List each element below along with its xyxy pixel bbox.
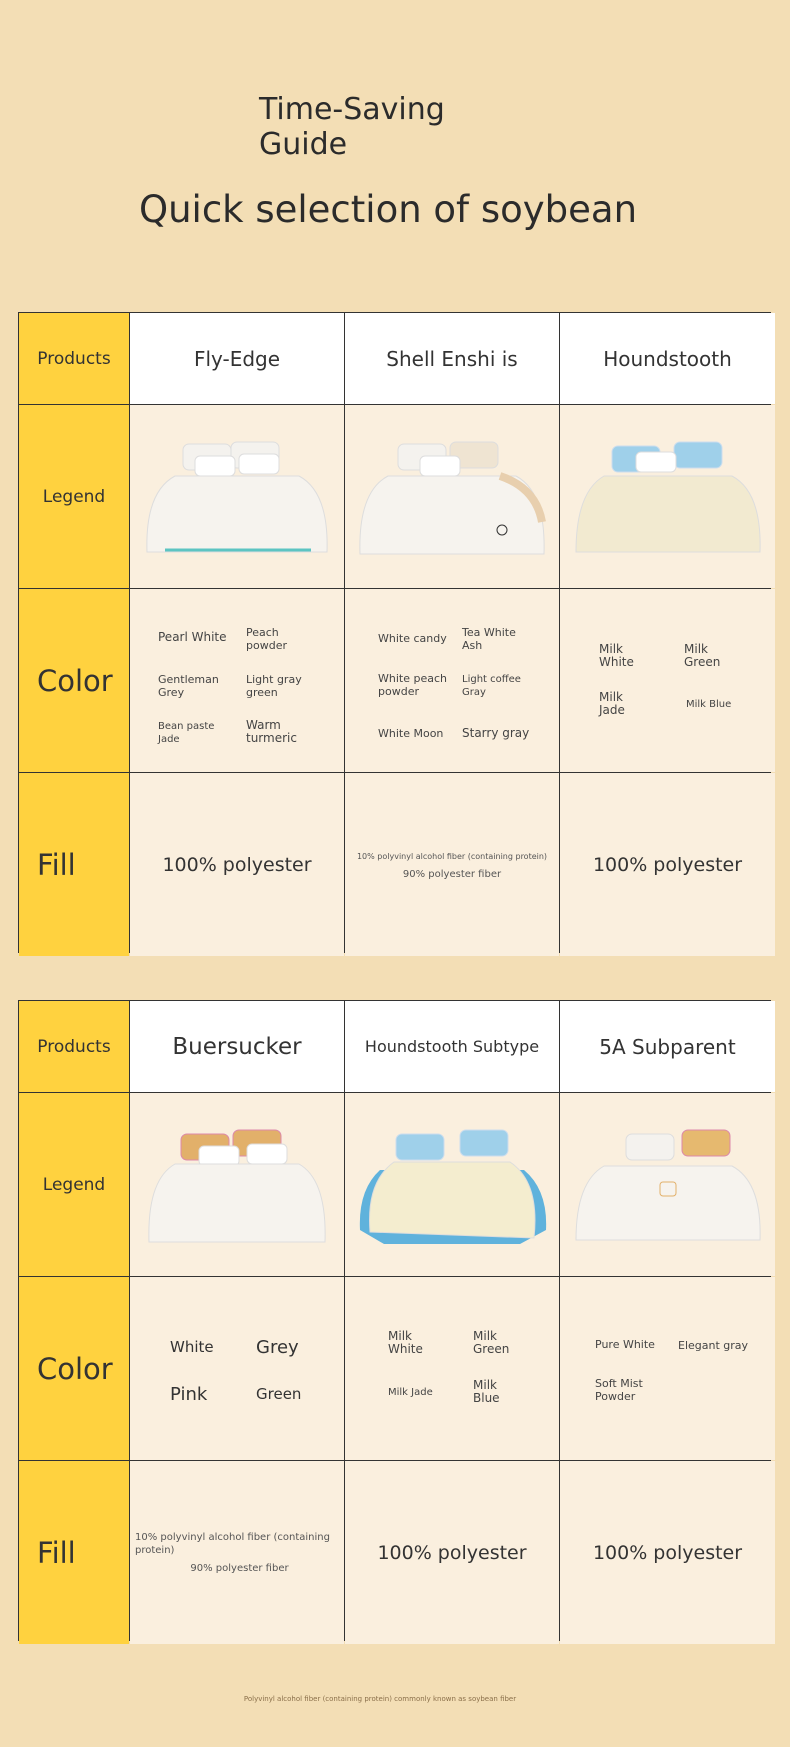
color-option: Starry gray [462,726,530,740]
product-image-buersucker [130,1093,344,1276]
color-option: Milk Blue [473,1378,500,1405]
color-option: Milk White [388,1329,423,1356]
product-header-houndstooth-subtype: Houndstooth Subtype [345,1001,559,1092]
color-options-houndstooth [560,589,775,772]
color-label: Color [19,589,129,772]
quilt-image [350,432,554,562]
product-header-houndstooth: Houndstooth [560,313,775,404]
product-header-5a-subparent: 5A Subparent [560,1001,775,1092]
fill-shell-enshi: 10% polyvinyl alcohol fiber (containing protein) 90% polyester fiber [345,773,559,956]
color-option: Grey [256,1337,299,1358]
fill-5a-subparent: 100% polyester [560,1461,775,1644]
product-image-5a-subparent [560,1093,775,1276]
fill-label: Fill [19,773,129,956]
color-option: Warm turmeric [246,718,297,745]
product-header-fly-edge: Fly-Edge [130,313,344,404]
color-option: Bean paste Jade [158,721,215,745]
quilt-image [566,1120,770,1250]
color-option: Pink [170,1384,208,1405]
fill-fly-edge: 100% polyester [130,773,344,956]
color-options-buersucker [130,1277,344,1460]
page-subtitle: Quick selection of soybean [138,188,638,231]
color-option: Pearl White [158,630,227,644]
legend-label: Legend [19,1093,129,1276]
color-option: Green [256,1385,302,1403]
color-option: Milk Jade [388,1387,433,1398]
fill-label: Fill [19,1461,129,1644]
color-options-shell-enshi [345,589,559,772]
fill-houndstooth-subtype: 100% polyester [345,1461,559,1644]
color-option: Milk Blue [686,699,732,710]
guide-title: Time-Saving Guide [259,92,445,162]
color-option: Peach powder [246,626,287,652]
product-header-buersucker: Buersucker [130,1001,344,1092]
color-label: Color [19,1277,129,1460]
color-option: Milk Jade [599,690,625,717]
color-option: Soft Mist Powder [595,1377,643,1403]
color-options-fly-edge [130,589,344,772]
color-option: Milk Green [684,642,721,669]
legend-label: Legend [19,405,129,588]
comparison-table-2 [18,1000,771,1641]
color-option: Light gray green [246,673,302,699]
fill-buersucker: 10% polyvinyl alcohol fiber (containing protein) 90% polyester fiber [130,1461,344,1644]
color-option: White Moon [378,727,444,740]
product-image-houndstooth [560,405,775,588]
comparison-table-1 [18,312,771,953]
color-options-5a-subparent [560,1277,775,1460]
color-option: Light coffee Gray [462,674,521,698]
color-option: White candy [378,632,447,645]
product-image-shell-enshi [345,405,559,588]
color-option: Milk Green [473,1329,510,1356]
fill-houndstooth: 100% polyester [560,773,775,956]
footnote: Polyvinyl alcohol fiber (containing protein) commonly known as soybean fiber [243,1695,517,1703]
color-option: Gentleman Grey [158,673,219,699]
product-image-fly-edge [130,405,344,588]
quilt-image [135,432,339,562]
product-header-shell-enshi: Shell Enshi is [345,313,559,404]
products-label: Products [19,1001,129,1092]
color-option: Tea White Ash [462,626,516,652]
quilt-image [350,1120,554,1250]
quilt-image [566,432,770,562]
color-options-houndstooth-subtype [345,1277,559,1460]
color-option: Milk White [599,642,634,669]
color-option: Pure White [595,1338,655,1351]
product-image-houndstooth-subtype [345,1093,559,1276]
color-option: Elegant gray [678,1339,749,1352]
quilt-image [135,1120,339,1250]
color-option: White [170,1338,214,1356]
color-option: White peach powder [378,672,447,698]
products-label: Products [19,313,129,404]
